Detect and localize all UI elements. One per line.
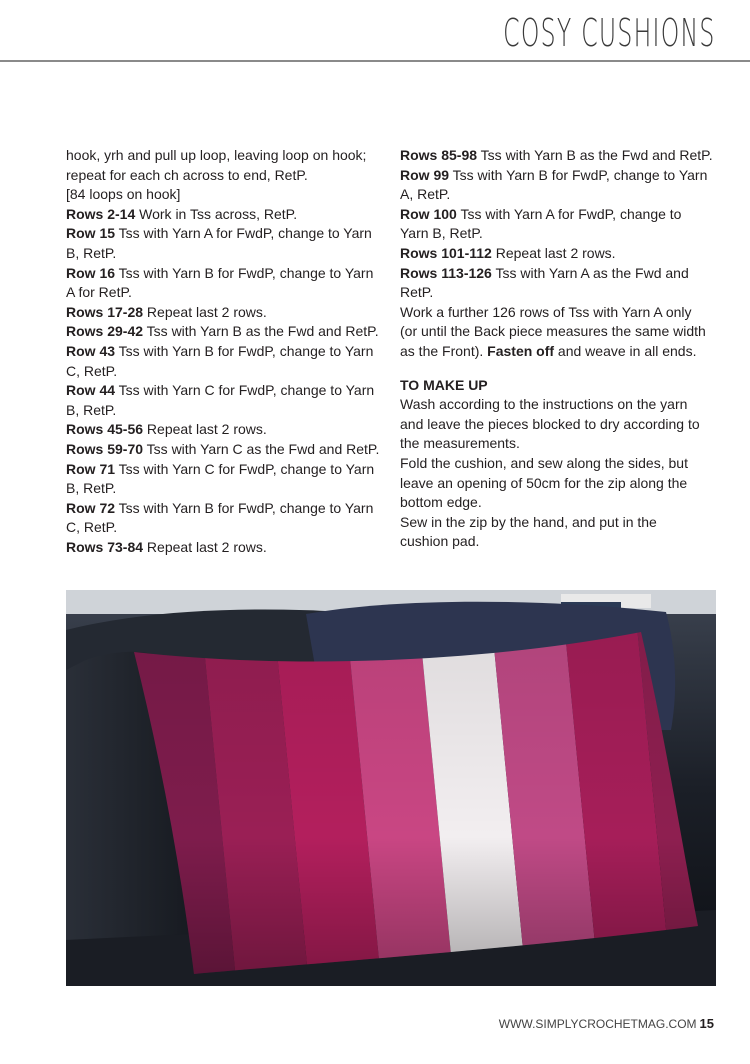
row-text: C, RetP.: [66, 519, 118, 536]
pattern-line: [400, 283, 718, 303]
row-text: Tss with Yarn C for FwdP, change to Yarn: [115, 382, 375, 399]
row-label: Rows 85-98: [400, 147, 478, 163]
pattern-line: [66, 440, 384, 460]
make-up-line: Wash according to the instructions on the yarn: [400, 396, 688, 413]
pattern-line: [66, 303, 384, 323]
pattern-line: [400, 303, 718, 323]
page-footer: [499, 1016, 714, 1031]
row-text: Tss with Yarn A for FwdP, change to Yarn: [115, 225, 372, 242]
pattern-line: [66, 518, 384, 538]
pattern-line: [400, 342, 718, 362]
row-text: B, RetP.: [66, 244, 117, 261]
row-label: Rows 45-56: [66, 421, 144, 438]
row-text: Tss with Yarn A for FwdP, change to: [456, 205, 682, 222]
pattern-line: [66, 499, 384, 519]
pattern-line: [400, 244, 718, 264]
pattern-line: [400, 185, 718, 205]
pattern-line: [66, 264, 384, 284]
pattern-right-column: [400, 146, 718, 552]
page-number: 15: [699, 1016, 714, 1031]
cushion-photo: [66, 590, 716, 986]
row-text: A, RetP.: [400, 186, 451, 203]
row-label: Row 15: [66, 225, 116, 242]
pattern-line: [400, 166, 718, 186]
row-text: Tss with Yarn B for FwdP, change to Yarn: [115, 342, 374, 359]
row-text: Repeat last 2 rows.: [143, 303, 267, 320]
pattern-line: [66, 283, 384, 303]
make-up-instructions: [400, 395, 718, 552]
row-text: B, RetP.: [66, 401, 117, 418]
pattern-line: [66, 322, 384, 342]
make-up-line: Sew in the zip by the hand, and put in the: [400, 513, 657, 530]
pattern-line: [66, 166, 384, 186]
pattern-left-column: [66, 146, 384, 557]
row-text: Tss with Yarn B for FwdP, change to Yarn: [449, 166, 708, 183]
row-label: Row 71: [66, 460, 116, 477]
make-up-line: the measurements.: [400, 435, 520, 452]
emphasis-text: Fasten off: [487, 342, 555, 359]
make-up-line: cushion pad.: [400, 533, 480, 550]
row-text: as the Front).: [400, 342, 488, 359]
header-divider: [0, 60, 750, 62]
row-label: Rows 73-84: [66, 538, 144, 555]
row-text: Repeat last 2 rows.: [143, 421, 267, 438]
pattern-line: [66, 146, 384, 166]
row-label: Rows 101-112: [400, 244, 492, 261]
row-label: Rows 29-42: [66, 323, 144, 340]
pattern-line: [66, 538, 384, 558]
make-up-heading: TO MAKE UP: [400, 376, 488, 393]
row-text: C, RetP.: [66, 362, 118, 379]
row-label: Row 44: [66, 382, 116, 399]
row-text: [84 loops on hook]: [66, 186, 181, 203]
pattern-line: [66, 479, 384, 499]
pattern-line: [66, 185, 384, 205]
row-text: B, RetP.: [66, 480, 117, 497]
page-section-title: COSY CUSHIONS: [503, 11, 716, 55]
row-text: Tss with Yarn C as the Fwd and RetP.: [143, 440, 380, 457]
row-text: RetP.: [400, 284, 434, 301]
website-url: WWW.SIMPLYCROCHETMAG.COM: [498, 1017, 697, 1031]
make-up-line: Fold the cushion, and sew along the sides, but: [400, 454, 688, 471]
row-label: Row 100: [400, 205, 457, 222]
row-text: A for RetP.: [66, 284, 132, 301]
pattern-line: [66, 420, 384, 440]
make-up-line: bottom edge.: [400, 494, 482, 511]
pattern-line: [400, 264, 718, 284]
row-label: Row 43: [66, 342, 116, 359]
pillow-shading: [134, 632, 698, 974]
pattern-line: [66, 460, 384, 480]
row-text: Tss with Yarn B for FwdP, change to Yarn: [115, 264, 374, 281]
row-text: Work a further 126 rows of Tss with Yarn A only: [400, 303, 692, 320]
pattern-line: [66, 205, 384, 225]
row-label: Rows 113-126: [400, 264, 492, 281]
row-text: repeat for each ch across to end, RetP.: [66, 166, 308, 183]
row-label: Row 16: [66, 264, 116, 281]
row-text: Tss with Yarn B for FwdP, change to Yarn: [115, 499, 374, 516]
row-text: Repeat last 2 rows.: [143, 538, 267, 555]
row-text: Yarn B, RetP.: [400, 225, 483, 242]
pattern-line: [66, 362, 384, 382]
row-label: Rows 59-70: [66, 440, 144, 457]
pattern-line: [66, 224, 384, 244]
row-label: Row 72: [66, 499, 116, 516]
make-up-line: and leave the pieces blocked to dry according to: [400, 415, 700, 432]
row-text: Repeat last 2 rows.: [491, 244, 616, 261]
pattern-line: [66, 244, 384, 264]
row-text: Tss with Yarn B as the Fwd and RetP.: [477, 147, 713, 163]
row-text: and weave in all ends.: [554, 342, 697, 359]
make-up-line: leave an opening of 50cm for the zip along the: [400, 474, 688, 491]
pattern-line: [66, 381, 384, 401]
row-text: hook, yrh and pull up loop, leaving loop on hook;: [66, 147, 367, 163]
pattern-line: [400, 205, 718, 225]
pattern-line: [400, 224, 718, 244]
pattern-line: [66, 401, 384, 421]
pattern-line: [400, 322, 718, 342]
pattern-line: [66, 342, 384, 362]
row-text: (or until the Back piece measures the same width: [400, 323, 706, 340]
row-label: Row 99: [400, 166, 450, 183]
pattern-line: [400, 146, 718, 166]
row-label: Rows 17-28: [66, 303, 144, 320]
row-text: Work in Tss across, RetP.: [135, 205, 298, 222]
row-text: Tss with Yarn C for FwdP, change to Yarn: [115, 460, 375, 477]
row-text: Tss with Yarn B as the Fwd and RetP.: [143, 323, 379, 340]
row-text: Tss with Yarn A as the Fwd and: [491, 264, 689, 281]
row-label: Rows 2-14: [66, 205, 136, 222]
